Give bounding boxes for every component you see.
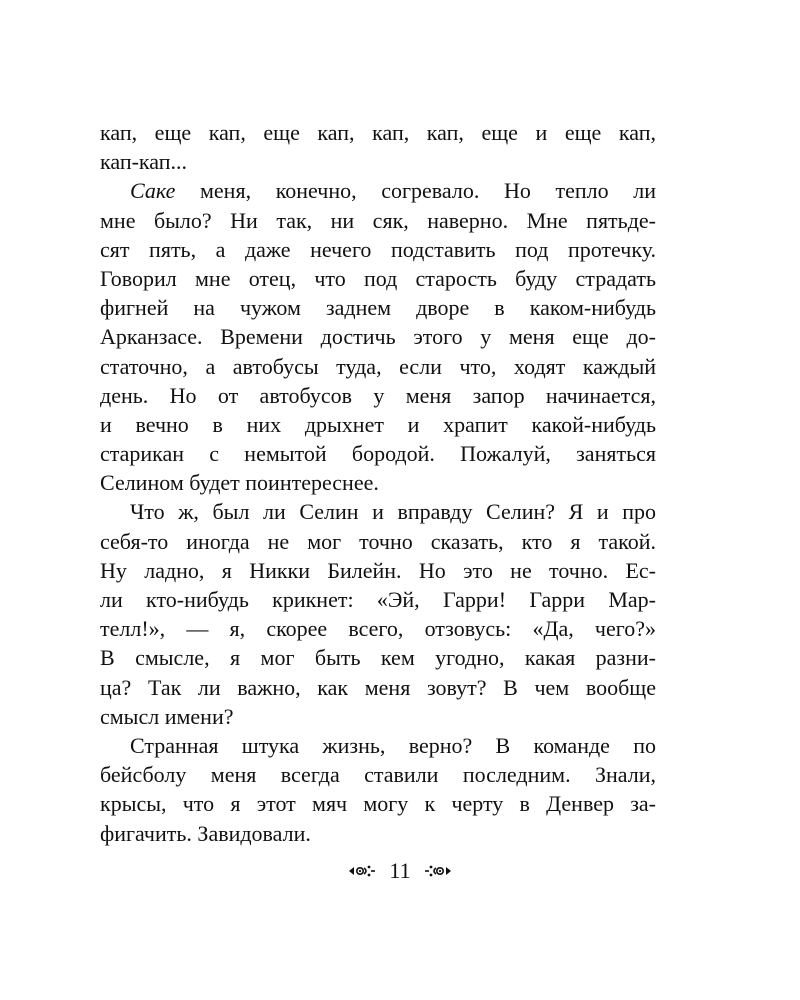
ornament-right-icon: [423, 863, 453, 879]
text-line-5: сят пять, а даже нечего подставить под протечку.: [100, 236, 656, 262]
text-line-3-rest: меня, конечно, согревало. Но тепло ли: [199, 178, 656, 204]
text-line-23: бейсболу меня всегда ставили последним. Знали,: [100, 762, 656, 788]
text-line-19: В смысле, я мог быть кем угодно, какая разни-: [100, 645, 656, 671]
text-line-22: Странная штука жизнь, верно? В команде по: [130, 732, 656, 758]
text-line-18: телл!», — я, скорее всего, отзовусь: «Да, чего?»: [100, 616, 656, 642]
text-line-9: статочно, а автобусы туда, если что, ходят каждый: [100, 353, 656, 379]
text-line-12: старикан с немытой бородой. Пожалуй, заняться: [100, 441, 656, 467]
text-line-8: Арканзасе. Времени достичь этого у меня еще до-: [100, 324, 656, 350]
text-line-3: [100, 176, 656, 205]
text-line-13: Селином будет поинтереснее.: [100, 470, 379, 496]
text-line-10: день. Но от автобусов у меня запор начинается,: [100, 382, 656, 408]
text-line-11: и вечно в них дрыхнет и храпит какой-нибудь: [100, 411, 656, 437]
text-line-1: кап, еще кап, еще кап, кап, кап, еще и еще кап,: [100, 120, 656, 145]
text-line-25: фигачить. Завидовали.: [100, 820, 311, 846]
text-line-20: ца? Так ли важно, как меня зовут? В чем вообще: [100, 674, 656, 700]
text-line-4: мне было? Ни так, ни сяк, наверно. Мне пятьде-: [100, 207, 656, 233]
text-line-7: фигней на чужом заднем дворе в каком-нибудь: [100, 295, 656, 321]
text-line-6: Говорил мне отец, что под старость буду страдать: [100, 265, 656, 291]
emphasis-word: Саке: [130, 178, 176, 204]
page-number: 11: [389, 858, 411, 883]
text-line-24: крысы, что я этот мяч могу к черту в Денвер за-: [100, 791, 656, 817]
ornament-left-icon: [347, 863, 377, 879]
text-line-16: Ну ладно, я Никки Билейн. Но это не точно. Ес-: [100, 557, 656, 583]
text-line-2: кап-кап...: [100, 149, 188, 175]
text-line-15: себя-то иногда не мог точно сказать, кто я такой.: [100, 528, 656, 554]
text-line-21: смысл имени?: [100, 703, 234, 729]
text-line-17: ли кто-нибудь крикнет: «Эй, Гарри! Гарри Мар-: [100, 587, 656, 612]
text-line-14: Что ж, был ли Селин и вправду Селин? Я и про: [130, 499, 656, 525]
page-body: [100, 118, 656, 848]
page-footer: [0, 858, 800, 884]
